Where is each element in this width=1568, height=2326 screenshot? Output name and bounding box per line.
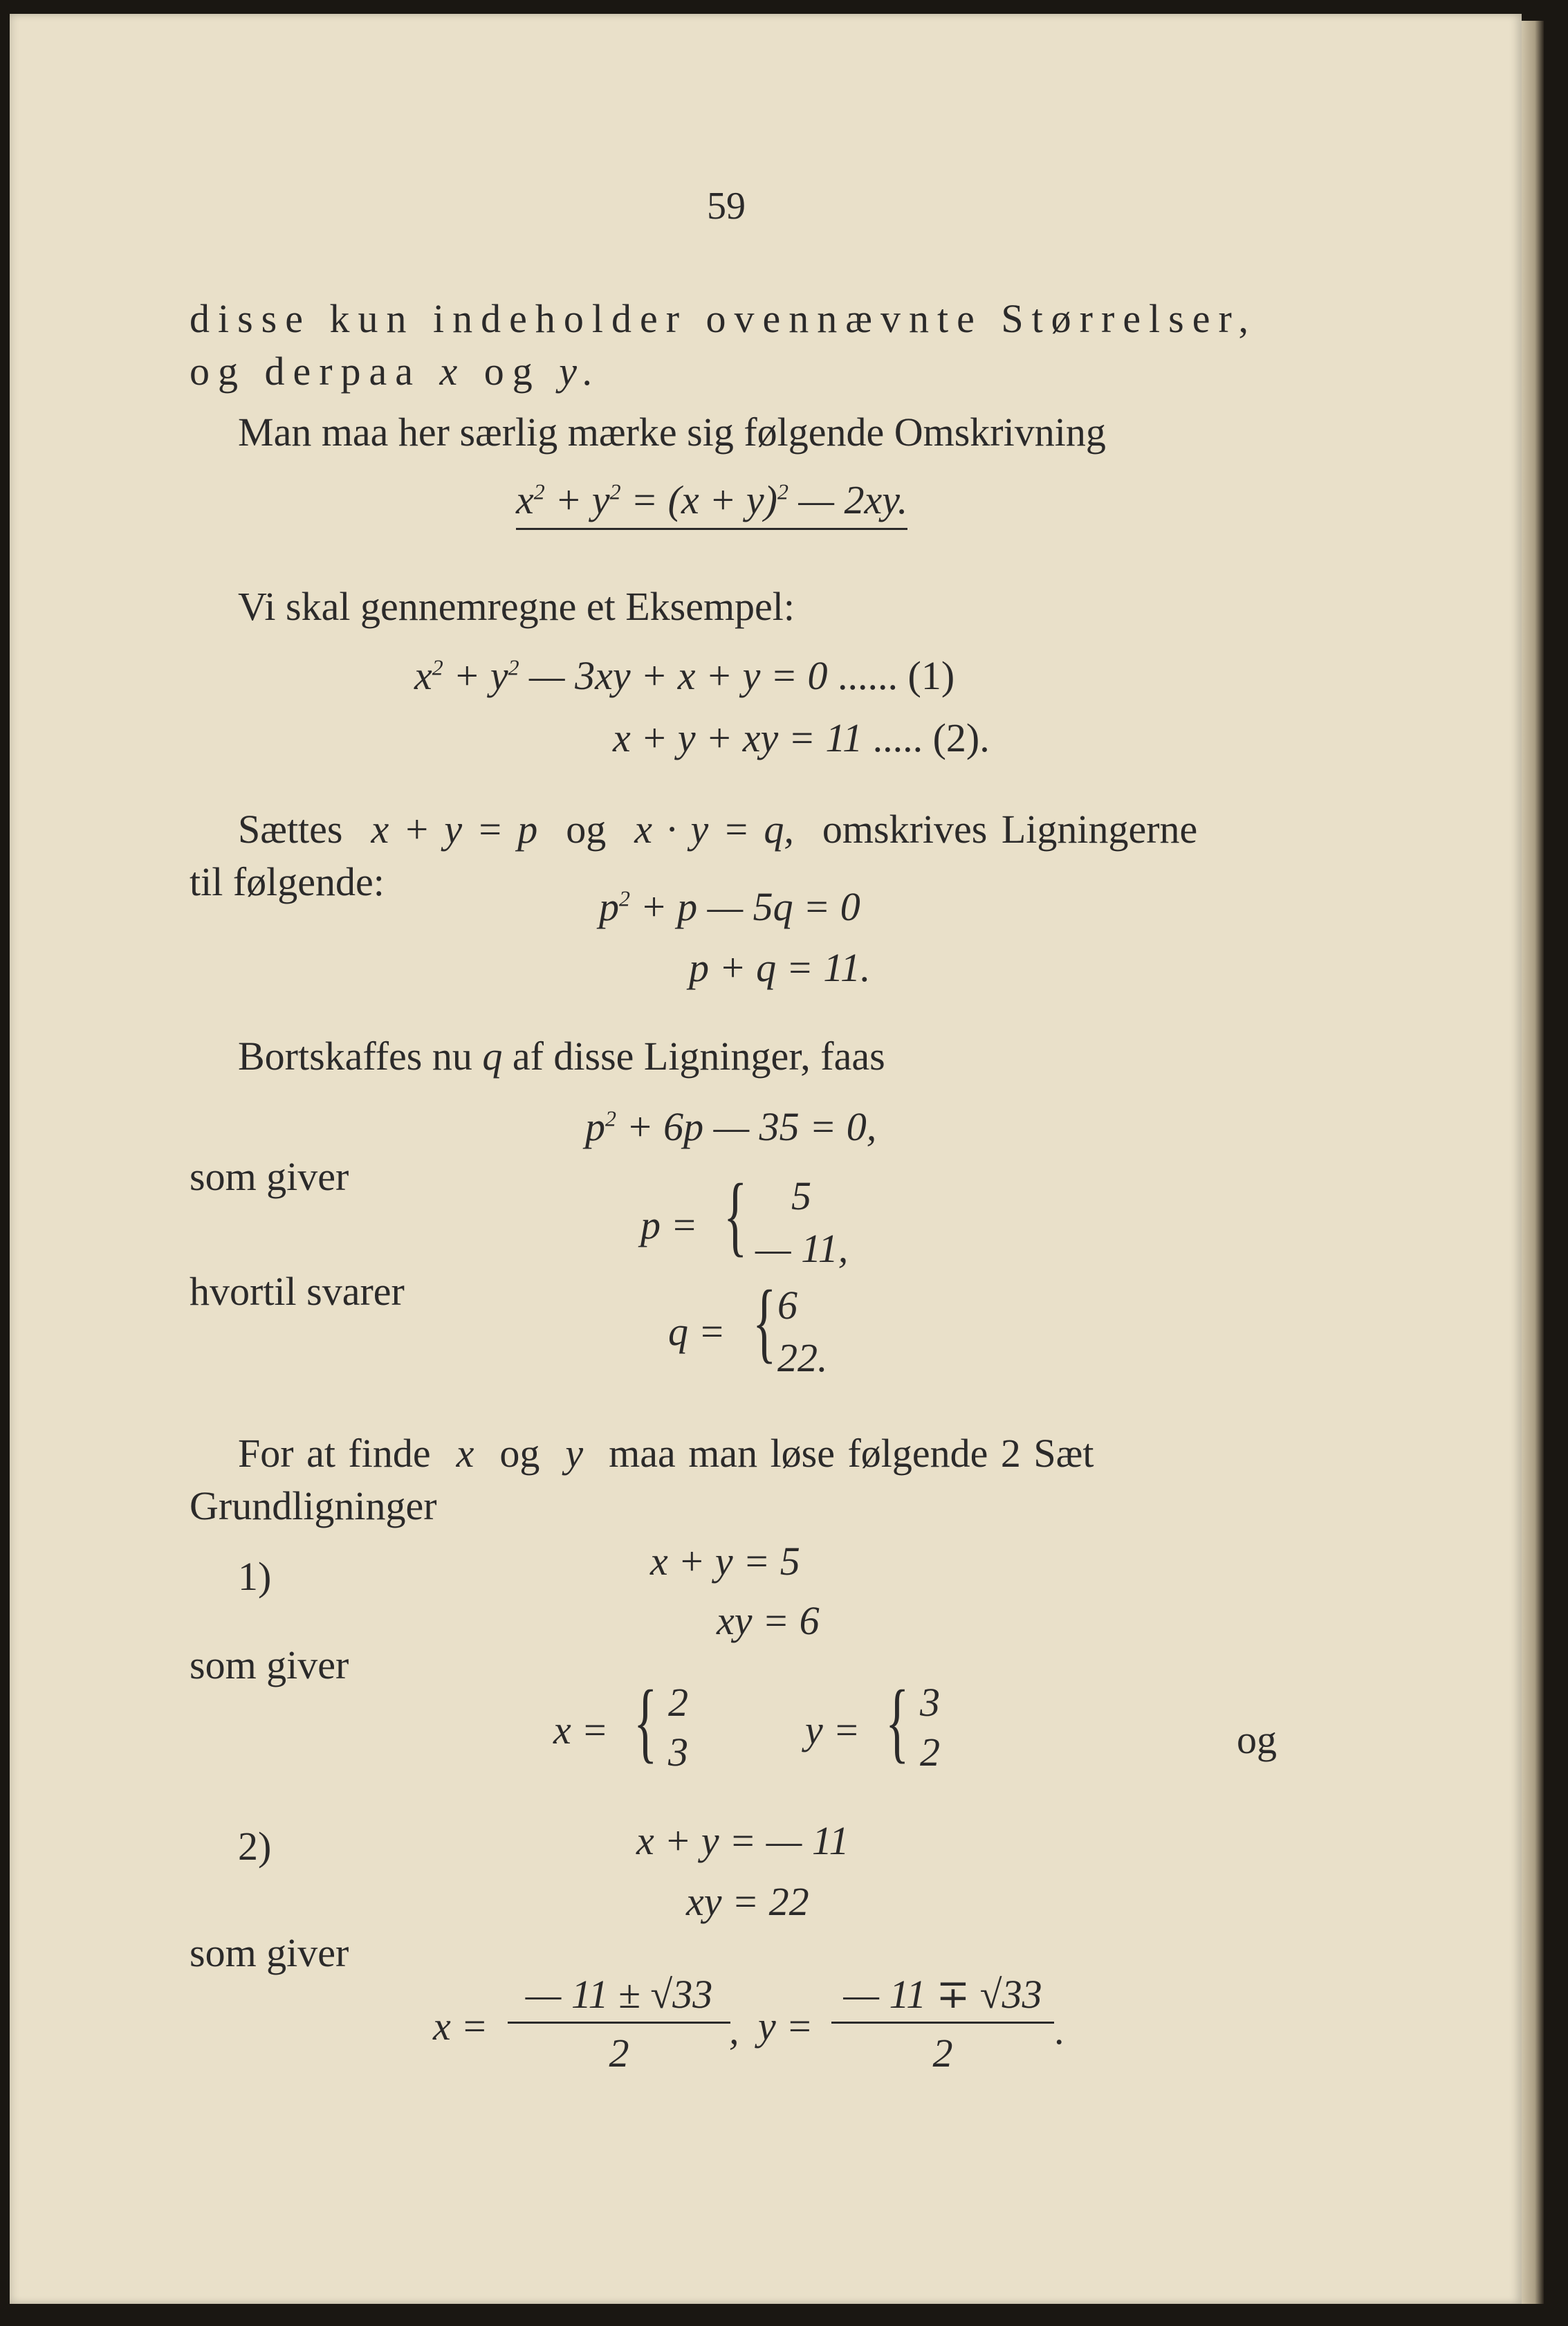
paragraph-line: og derpaa x og y. [190,349,602,394]
y-fraction [831,1972,1054,2076]
y-solution-value: 3 [920,1680,940,1725]
identity-equation: $x^2 + y^2 = (x + y)^2$ — 2xy. [516,480,907,520]
left-brace: { [634,1672,658,1772]
x-solution-lhs: x = [553,1707,609,1752]
page-number: 59 [707,185,746,228]
x-solution-lhs: x = [433,2004,488,2049]
paragraph-line: For at finde x og y maa man løse følgende 2 Sæt [238,1431,1094,1476]
paragraph-line: Grundligninger [190,1483,437,1528]
fraction-numerator: — 11 ∓ √33 [831,1975,1054,2024]
paragraph-line: hvortil svarer [190,1269,405,1314]
x-solution-value: 3 [668,1730,688,1775]
case-1-equation-a: x + y = 5 [650,1539,800,1584]
paragraph-line: som giver [190,1154,349,1199]
page-edge [1522,21,1544,2304]
comma: , [729,2008,739,2053]
paragraph-line: til følgende: [190,859,385,904]
paragraph-word: og [1237,1717,1277,1762]
case-2-equation-b: xy = 22 [686,1879,809,1924]
left-brace: { [753,1272,777,1372]
q-solution-value: 22. [777,1335,828,1380]
equation-3: $p^2 + p$ — 5q = 0 [599,884,860,929]
paragraph-line: som giver [190,1642,349,1687]
q-solution-lhs: q = [668,1309,726,1354]
paragraph-line: disse kun indeholder ovennævnte Størrelser, [190,296,1257,341]
q-solution-value: 6 [777,1283,797,1328]
paragraph-line: Man maa her særlig mærke sig følgende Omskrivning [238,410,1106,455]
p-solution-lhs: p = [640,1202,698,1247]
fraction-denominator: 2 [609,2031,629,2076]
equation-5: $p^2 + 6p$ — 35 = 0, [585,1104,877,1149]
equation-1: $x^2 + y^2$ — 3xy + x + y = 0 ...... (1) [414,653,955,698]
equation-number: (1) [907,653,955,698]
book-page [10,14,1522,2304]
paragraph-line: Bortskaffes nu q af disse Ligninger, faas [238,1034,885,1079]
equation-4: p + q = 11. [689,945,871,990]
case-2-equation-a: x + y = — 11 [636,1818,849,1863]
fraction-numerator: — 11 ± √33 [508,1975,730,2024]
left-brace: { [885,1672,910,1772]
paragraph-line: Sættes x + y = p og x · y = q, omskrives Ligningerne [238,807,1198,852]
x-fraction [508,1972,730,2076]
y-solution-lhs: y = [805,1707,860,1752]
paragraph-line: Vi skal gennemregne et Eksempel: [238,584,795,629]
equation-2: x + y + xy = 11 ..... (2). [613,715,990,760]
x-solution-value: 2 [668,1680,688,1725]
fraction-denominator: 2 [932,2031,953,2076]
p-solution-value: 5 [791,1173,811,1218]
case-1-equation-b: xy = 6 [717,1598,820,1643]
p-solution-value: — 11, [755,1226,849,1271]
period: . [1054,2008,1064,2053]
variable-x: x [439,349,466,394]
y-solution-lhs: y = [758,2004,813,2049]
paragraph-line: som giver [190,1930,349,1975]
y-solution-value: 2 [920,1730,940,1775]
left-brace: { [723,1166,748,1265]
case-label: 2) [238,1824,272,1869]
equation-number: (2). [932,715,990,760]
variable-y: y. [559,349,602,394]
case-label: 1) [238,1554,272,1599]
